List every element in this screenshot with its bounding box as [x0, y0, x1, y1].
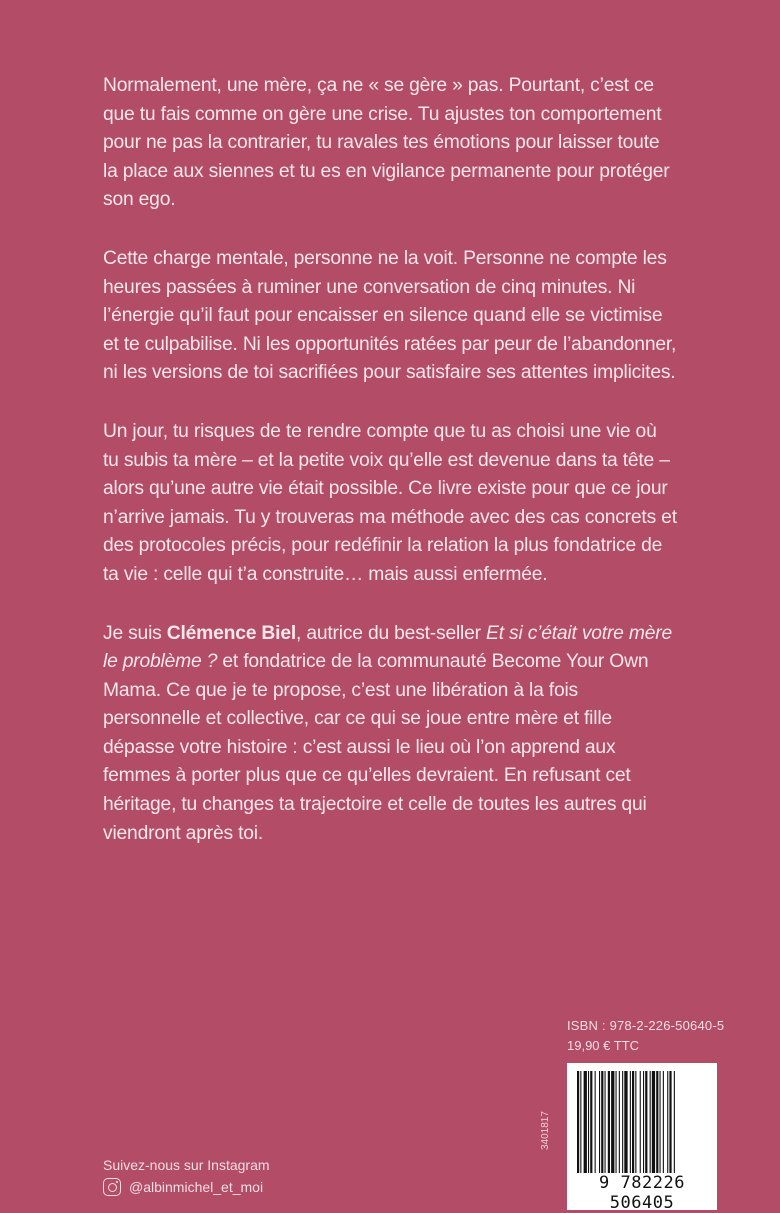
barcode-bar	[590, 1071, 592, 1173]
author-name: Clémence Biel	[166, 622, 296, 644]
barcode-bar	[663, 1071, 664, 1173]
barcode-digits: 9 782226 506405	[599, 1173, 685, 1213]
barcode-bar	[588, 1071, 589, 1173]
barcode-bar	[674, 1071, 675, 1173]
barcode-bar	[622, 1071, 623, 1173]
price-label: 19,90 € TTC	[567, 1038, 640, 1053]
bio-intro: Je suis	[103, 622, 167, 644]
barcode-bar	[584, 1071, 587, 1173]
barcode-bar	[624, 1071, 627, 1173]
barcode-bar	[652, 1071, 655, 1173]
paragraph-2: Cette charge mentale, personne ne la voit. Personne ne compte les heures passées à ruminer une conversation de cinq minutes. Ni l’énergie qu’il faut pour encaisser en silence quand elle se victimise et te culpabilise. Ni les opportunités ratées par peur de l’abandonner, ni les versions de toi sacrifiées pour satisfaire ses attentes implicites.	[103, 247, 677, 384]
paragraph-4-author-bio	[103, 620, 677, 849]
barcode-bar	[640, 1071, 641, 1173]
barcode-bar	[616, 1071, 617, 1173]
instagram-icon	[103, 1178, 121, 1196]
instagram-handle-row[interactable]	[103, 1178, 263, 1196]
barcode-bar	[632, 1071, 634, 1173]
barcode-bar	[601, 1071, 603, 1173]
barcode-bar	[595, 1071, 596, 1173]
barcode-bar	[605, 1071, 606, 1173]
internal-code: 3401817	[540, 1111, 551, 1150]
barcode-bar	[645, 1071, 647, 1173]
bio-after-author: , autrice du best-seller	[296, 622, 487, 644]
barcode-bar	[660, 1071, 661, 1173]
barcode-bar	[611, 1071, 614, 1173]
barcode-bar	[580, 1071, 581, 1173]
barcode-bar	[650, 1071, 651, 1173]
instagram-handle: @albinmichel_et_moi	[129, 1179, 264, 1195]
paragraph-3: Un jour, tu risques de te rendre compte que tu as choisi une vie où tu subis ta mère – et la petite voix qu’elle est devenue dans ta tête – alors qu’une autre vie était possible. Ce livre existe pour que ce jour n’arrive jamais. Tu y trouveras ma méthode avec des cas concrets et des protocoles précis, pour redéfinir la relation la plus fondatrice de ta vie : celle qui t’a construite… mais aussi enfermée.	[103, 420, 677, 585]
bio-rest: et fondatrice de la communauté Become Your Own Mama. Ce que je te propose, c’est une libération à la fois personnelle et collective, car ce qui se joue entre mère et fille dépasse votre histoire : c’est aussi le lieu où l’on apprend aux femmes à porter plus que ce qu’elles devraient. En refusant cet héritage, tu changes ta trajectoire et celle de toutes les autres qui viendront après toi.	[103, 651, 649, 844]
barcode-bar	[599, 1071, 600, 1173]
barcode-bar	[608, 1071, 610, 1173]
previous-book-title: Et si c’était votre mère le problème ?	[103, 622, 672, 673]
barcode-bar	[630, 1071, 631, 1173]
barcode-bars	[577, 1071, 707, 1173]
barcode-bar	[667, 1071, 668, 1173]
barcode-bar	[656, 1071, 658, 1173]
back-cover-text	[103, 72, 677, 878]
barcode-bar	[669, 1071, 671, 1173]
paragraph-1: Normalement, une mère, ça ne « se gère » pas. Pourtant, c’est ce que tu fais comme on gère une crise. Tu ajustes ton comportement pour ne pas la contrarier, tu ravales tes émotions pour laisser toute la place aux siennes et tu es en vigilance permanente pour protéger son ego.	[103, 75, 670, 211]
barcode-bar	[643, 1071, 644, 1173]
barcode-bar	[619, 1071, 620, 1173]
barcode	[567, 1063, 717, 1213]
barcode-bar	[635, 1071, 636, 1173]
instagram-label: Suivez-nous sur Instagram	[103, 1157, 270, 1173]
isbn-label: ISBN : 978-2-226-50640-5	[567, 1018, 725, 1033]
barcode-bar	[577, 1071, 579, 1173]
